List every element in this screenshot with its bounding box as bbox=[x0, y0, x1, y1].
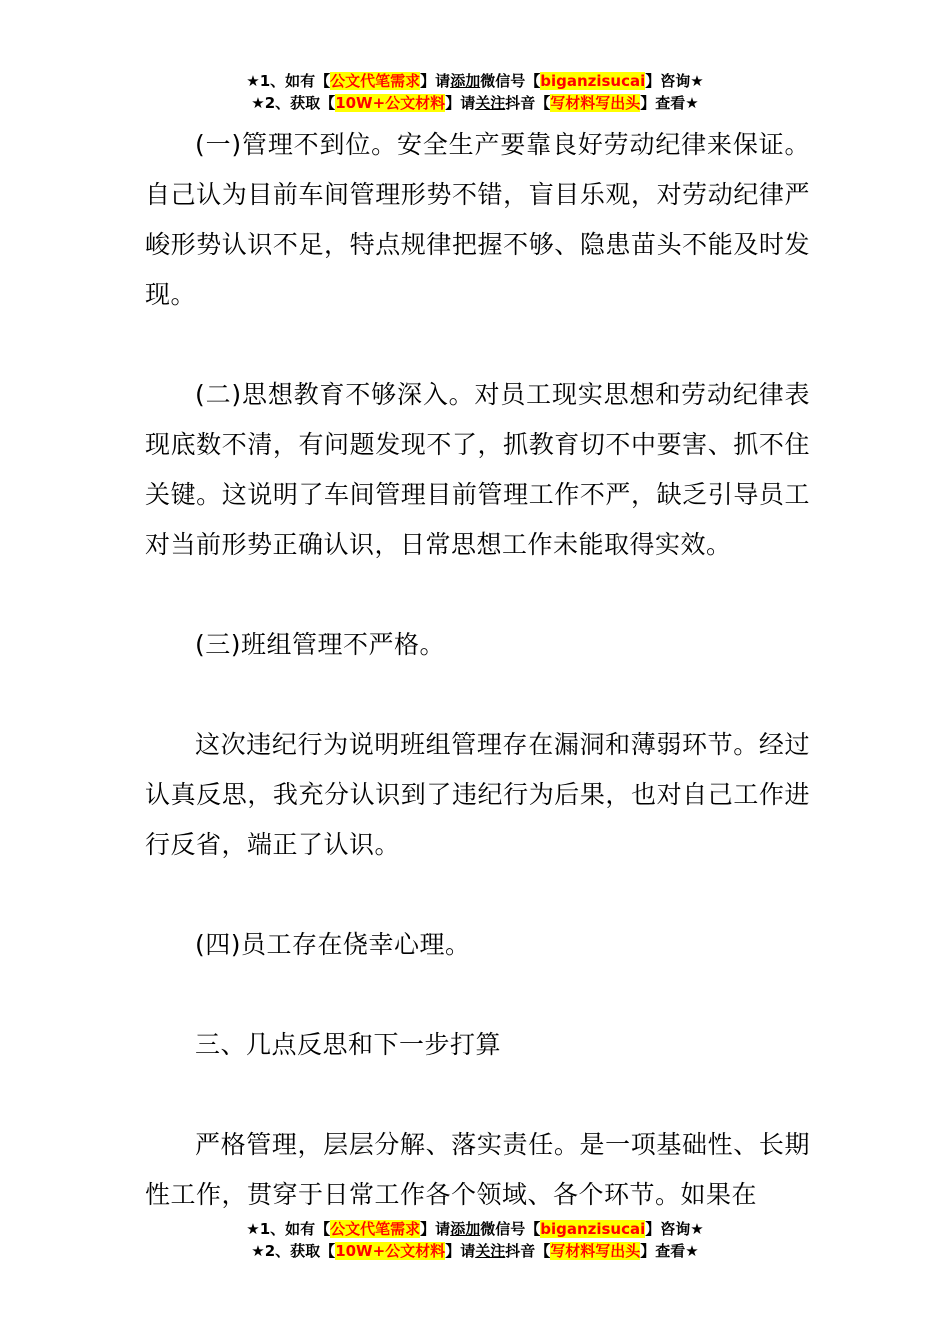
highlight-douyin-account: 写材料写出头 bbox=[550, 1242, 641, 1260]
banner-text: 微信号【 bbox=[480, 1220, 541, 1238]
banner-text: ★2、获取【 bbox=[251, 1242, 336, 1260]
paragraph-team-management: (三)班组管理不严格。 bbox=[195, 630, 446, 659]
banner-text: 】请 bbox=[445, 1242, 476, 1260]
paragraph-luck-mentality: (四)员工存在侥幸心理。 bbox=[195, 930, 471, 959]
paragraph-strict-management: 严格管理，层层分解、落实责任。是一项基础性、长期性工作，贯穿于日常工作各个领域、各个环节。如果在 bbox=[145, 1130, 810, 1209]
banner-text: 】请 bbox=[445, 94, 476, 112]
banner-line-1 bbox=[0, 1218, 950, 1240]
underlined-text: 添加 bbox=[450, 72, 481, 90]
banner-text: ★1、如有【 bbox=[246, 72, 331, 90]
highlight-wechat-id: biganzisucai bbox=[540, 72, 646, 90]
highlight-materials: 10W+公文材料 bbox=[335, 1242, 446, 1260]
highlight-materials: 10W+公文材料 bbox=[335, 94, 446, 112]
underlined-text: 添加 bbox=[450, 1220, 481, 1238]
banner-text: 】请 bbox=[420, 72, 451, 90]
banner-line-2 bbox=[0, 1240, 950, 1262]
banner-text: 抖音【 bbox=[505, 1242, 551, 1260]
paragraph-violation: 这次违纪行为说明班组管理存在漏洞和薄弱环节。经过认真反思，我充分认识到了违纪行为后果，也对自己工作进行反省，端正了认识。 bbox=[145, 730, 810, 859]
banner-text: 】查看★ bbox=[640, 94, 699, 112]
banner-text: 】查看★ bbox=[640, 1242, 699, 1260]
highlight-douyin-account: 写材料写出头 bbox=[550, 94, 641, 112]
underlined-text: 关注 bbox=[475, 1242, 506, 1260]
banner-text: ★1、如有【 bbox=[246, 1220, 331, 1238]
banner-text: 微信号【 bbox=[480, 72, 541, 90]
header-banner bbox=[0, 70, 950, 114]
highlight-wechat-id: biganzisucai bbox=[540, 1220, 646, 1238]
paragraph-management: (一)管理不到位。安全生产要靠良好劳动纪律来保证。自己认为目前车间管理形势不错，盲目乐观，对劳动纪律严峻形势认识不足，特点规律把握不够、隐患苗头不能及时发现。 bbox=[145, 130, 810, 309]
banner-line-1 bbox=[0, 70, 950, 92]
paragraph-education: (二)思想教育不够深入。对员工现实思想和劳动纪律表现底数不清，有问题发现不了，抓教育切不中要害、抓不住关键。这说明了车间管理目前管理工作不严，缺乏引导员工对当前形势正确认识，日常思想工作未能取得实效。 bbox=[145, 380, 810, 559]
section-heading-reflection: 三、几点反思和下一步打算 bbox=[195, 1030, 502, 1059]
underlined-text: 关注 bbox=[475, 94, 506, 112]
banner-text: 抖音【 bbox=[505, 94, 551, 112]
highlight-service: 公文代笔需求 bbox=[330, 1220, 421, 1238]
banner-text: 】咨询★ bbox=[645, 1220, 704, 1238]
footer-banner bbox=[0, 1218, 950, 1262]
banner-text: 】咨询★ bbox=[645, 72, 704, 90]
document-body bbox=[145, 120, 810, 1270]
highlight-service: 公文代笔需求 bbox=[330, 72, 421, 90]
banner-text: ★2、获取【 bbox=[251, 94, 336, 112]
banner-line-2 bbox=[0, 92, 950, 114]
banner-text: 】请 bbox=[420, 1220, 451, 1238]
